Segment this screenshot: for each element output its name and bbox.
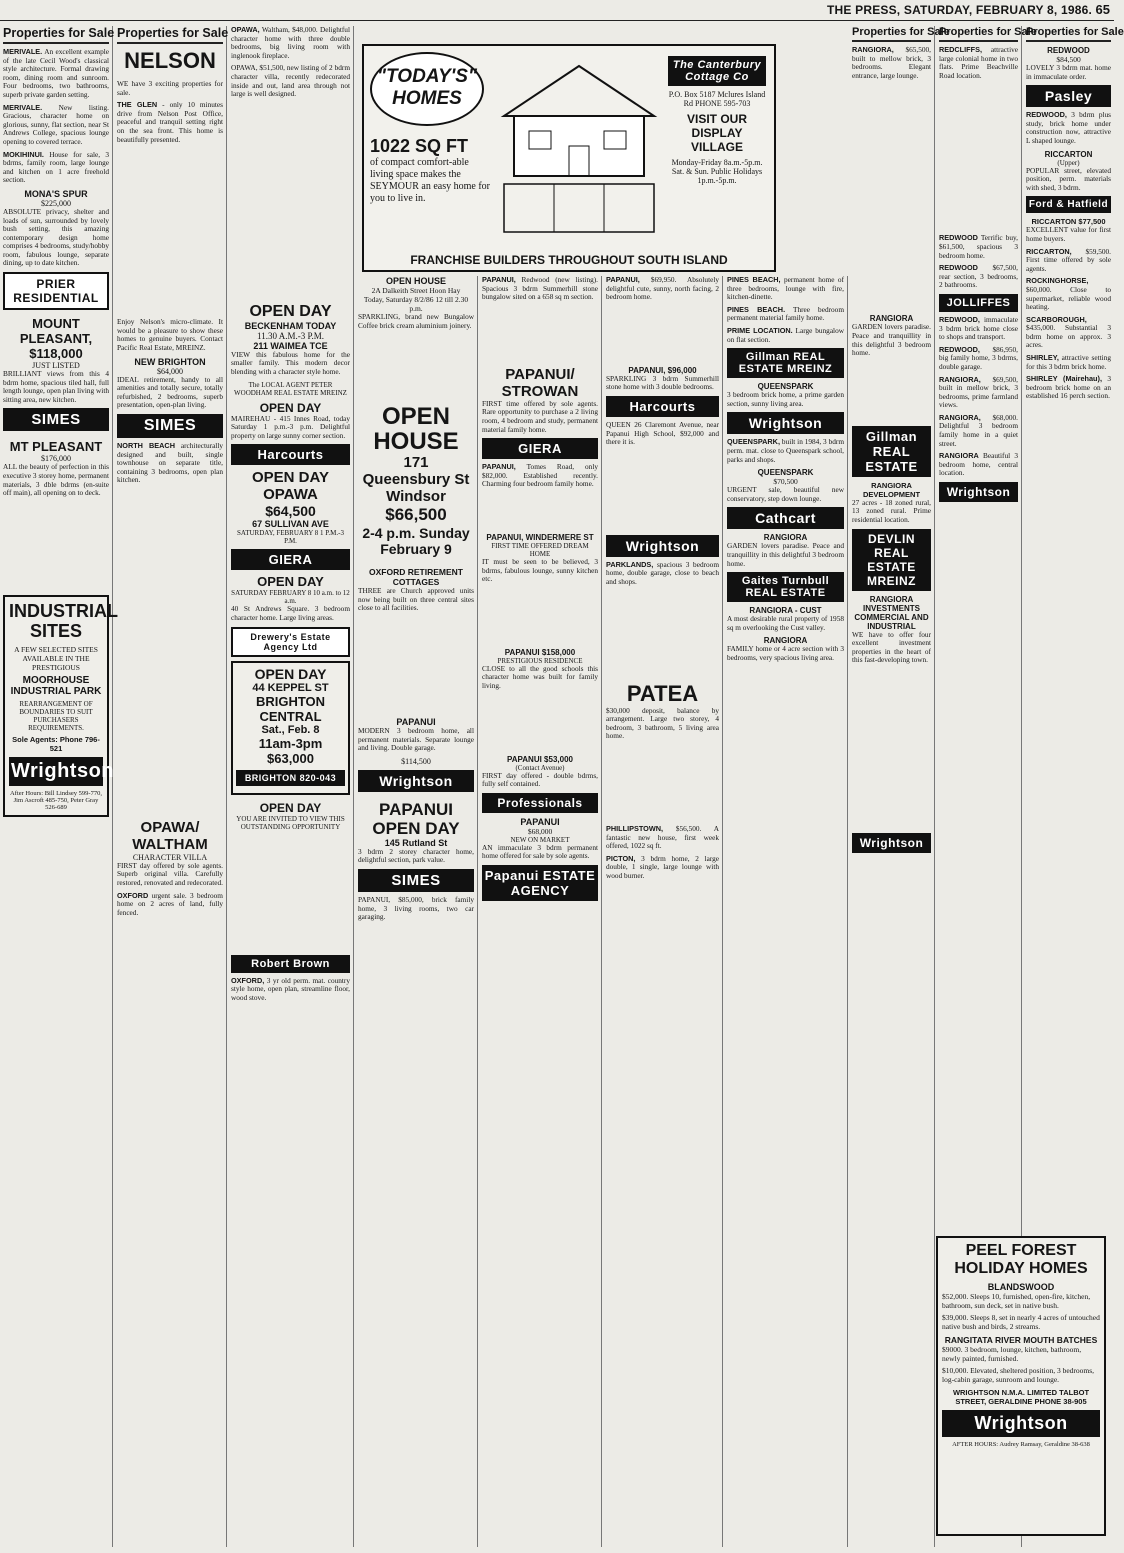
listing: $30,000 deposit, balance by arrangement. Large two storey, 4 bedroom, 3 bathroom, 5 living area home. (606, 705, 719, 741)
industrial-sites-title: INDUSTRIAL SITES (9, 600, 118, 641)
listing: GARDEN lovers paradise. Peace and tranquillity in this delightful 3 bedroom home. (727, 541, 844, 568)
text-filler (482, 493, 598, 533)
listing-heading: RANGIORA - CUST (749, 606, 822, 616)
canterbury-cottage-banner (362, 44, 776, 272)
text-filler (606, 306, 719, 366)
listing: GARDEN lovers paradise. Peace and tranquillity in this delightful 3 bedroom home. (852, 322, 931, 358)
agent-logo-wrightson: Wrightson (9, 757, 103, 786)
section-title: Properties for Sale (939, 26, 1018, 42)
listing: THE GLEN - only 10 minutes drive from Nelson Post Office, peaceful and tranquil setting right on the sea front. This home is beautifully presented. (117, 100, 223, 144)
peel-forest-subtitle: BLANDSWOOD (987, 1282, 1055, 1292)
banner-hours: Monday-Friday 8a.m.-5p.m. Sat. & Sun. Public Holidays 1p.m.-5p.m. (671, 158, 763, 185)
open-day-heading: OPEN DAY (254, 665, 327, 682)
listing-heading: RANGIORA INVESTMENTS COMMERCIAL AND INDUSTRIAL (854, 594, 929, 631)
listing: SPARKLING 3 bdrm Summerhill stone home with 3 double bedrooms. (606, 373, 719, 392)
agent-name: The LOCAL AGENT PETER WOODHAM REAL ESTATE MREINZ (234, 380, 347, 397)
listing-subtitle: JUST LISTED (32, 361, 80, 371)
text-filler (482, 588, 598, 648)
agent-logo-wrightson: Wrightson (727, 412, 844, 434)
listing: 27 acres - 18 zoned rural, 13 zoned rural. Prime residential location. (852, 497, 931, 524)
listing-subtitle: PRESTIGIOUS RESIDENCE (497, 656, 583, 665)
peel-forest-title: PEEL FOREST HOLIDAY HOMES (954, 1242, 1088, 1277)
listing: REDWOOD $67,500, rear section, 3 bedrooms, 2 bathrooms. (939, 263, 1018, 290)
listing-price: $70,500 (773, 477, 798, 487)
agent-logo-simes: SIMES (358, 869, 474, 892)
open-day-address: 145 Rutland St (384, 837, 448, 848)
banner-text: of compact comfort-able living space makes the SEYMOUR an easy home for you to live in. (370, 157, 490, 204)
listing-heading: PAPANUI $158,000 (504, 647, 576, 657)
peel-forest-subtitle: RANGITATA RIVER MOUTH BATCHES (944, 1335, 1098, 1345)
listing: CLOSE to all the good schools this character home was built for family living. (482, 663, 598, 690)
listing: VIEW this fabulous home for the smaller family. This modern decor blending with a character style home. (231, 349, 350, 376)
peel-forest-ad (936, 1236, 1106, 1536)
agent-logo-drewerys: Drewery's Estate Agency Ltd (231, 627, 350, 657)
listing: ABSOLUTE privacy, shelter and loads of sun, surrounded by lovely bush setting, this amazing contemporary design home comprises 4 bedrooms, study/hobby room, fabulous lounge, separate dining, up to date kitchen. (3, 206, 109, 268)
listing-heading: PATEA (626, 680, 699, 706)
peel-forest-text: $10,000. Elevated, sheltered position, 3 bedrooms, log-cabin garage, sunroom and lounge. (942, 1366, 1095, 1384)
listing-heading: NEW BRIGHTON (134, 356, 206, 367)
listing-price: $114,500 (401, 756, 431, 766)
listing: OXFORD urgent sale. 3 bedroom home on 2 acres of land, fully fenced. (117, 890, 223, 917)
listing-subtitle: CHARACTER VILLA (132, 852, 208, 862)
listing-heading: PAPANUI, $96,000 (628, 365, 697, 375)
listing: RICCARTON, $59,500. First time offered by sole agents. (1026, 246, 1111, 273)
peel-forest-text: $9000. 3 bedroom, lounge, kitchen, bathroom, newly painted, furnished. (942, 1345, 1082, 1363)
listing: REDWOOD Terrific buy, $61,500, spacious 3 bedroom home. (939, 233, 1018, 260)
text-filler (3, 502, 109, 592)
agent-logo-wrightson: Wrightson (852, 833, 931, 853)
agent-logo-cathcart: Cathcart (727, 507, 844, 529)
listing: EXCELLENT value for first home buyers. (1026, 225, 1111, 243)
open-house-heading: OPEN HOUSE (385, 276, 446, 286)
agent-logo-pasley: Pasley (1026, 85, 1111, 107)
listing-heading: PAPANUI (396, 716, 436, 727)
column-2 (114, 26, 227, 1547)
listing: RANGIORA Beautiful 3 bedroom home, central location. (939, 451, 1018, 478)
listing: OXFORD, 3 yr old perm. mat. country style home, open plan, streamline floor, wood stove. (231, 975, 351, 1002)
listing: Enjoy Nelson's micro-climate. It would be a pleasure to show these homes to genuine buyers. Contact Pacific Real Estate, MREINZ. (117, 317, 223, 352)
listing: FIRST day offered - double bdrms, fully self contained. (482, 770, 598, 789)
agent-logo-wrightson: Wrightson (939, 482, 1018, 502)
listing-heading: QUEENSPARK (757, 382, 814, 392)
open-house-date: February 9 (380, 541, 452, 558)
after-hours-contacts: After Hours: Bill Lindsey 599-770, Jim Ascroft 485-750, Peter Gray 526-689 (10, 789, 102, 811)
listing: PINES BEACH, permanent home of three bedrooms, lounge with fire, kitchen-dinette. (727, 275, 844, 302)
section-title: Properties for Sale (852, 26, 931, 42)
section-title: Properties for Sale (1026, 26, 1111, 42)
listing-heading: RANGIORA (763, 533, 808, 543)
listing-price: $84,500 (1056, 55, 1081, 64)
listing-heading: MOUNT PLEASANT, $118,000 (19, 316, 93, 362)
open-day-heading: OPEN DAY (259, 800, 322, 815)
listing: RANGIORA, $65,500, built to mellow brick, 3 bedrooms. Elegant entrance, large lounge. (852, 45, 931, 80)
brighton-open-day-ad (231, 661, 350, 795)
listing-heading: RANGIORA (869, 314, 914, 324)
listing: PAPANUI, $69,950. Absolutely delightful cute, sunny, north facing, 2 bedroom home. (606, 275, 720, 302)
open-day-heading: OPEN DAY OPAWA (252, 469, 329, 504)
listing: PHILLIPSTOWN, $56,500. A fantastic new house, first week offered, 1022 sq ft. (606, 823, 719, 851)
listing: OPAWA, $51,500, new listing of 2 bdrm character villa, recently redecorated inside and out, land area through not large is well designed. (231, 63, 350, 99)
listing-heading: REDWOOD (1047, 46, 1090, 55)
listing: MERIVALE. An excellent example of the late Cecil Wood's classical style architecture. Formal drawing room, dining room and sunroom. Four bedrooms, two bathrooms, superb private garden setting. (3, 47, 110, 99)
listing-heading: OPAWA/ WALTHAM (132, 818, 208, 853)
listing-heading: PAPANUI, WINDERMERE ST (486, 532, 594, 542)
listing: LOVELY 3 bdrm mat. home in immaculate order. (1026, 63, 1111, 81)
agent-logo-wrightson: Wrightson (358, 770, 474, 792)
banner-headline: "TODAY'S" HOMES (377, 66, 477, 109)
listing: REDWOOD, $86,950, big family home, 3 bdrms, double garage. (939, 344, 1018, 371)
listing: PINES BEACH. Three bedroom permanent material family home. (727, 304, 844, 323)
industrial-sites-line: A FEW SELECTED SITES AVAILABLE IN THE PRESTIGIOUS (14, 644, 98, 672)
peel-forest-agent: WRIGHTSON N.M.A. LIMITED TALBOT STREET, GERALDINE PHONE 38-905 (952, 1388, 1090, 1406)
listing: PICTON, 3 bdrm home, 2 large double, 1 single, large lounge with wood burner. (606, 853, 719, 880)
listing-heading: PAPANUI/ STROWAN (501, 365, 579, 400)
column-5 (479, 276, 602, 1547)
text-filler (358, 334, 474, 404)
agent-logo-harcourts: Harcourts (231, 444, 350, 465)
agent-logo-professionals: Professionals (482, 793, 598, 813)
listing-price: $68,000 (527, 826, 553, 836)
listing-heading: PAPANUI $53,000 (507, 754, 573, 764)
open-day-address: 44 KEPPEL ST (252, 681, 329, 694)
industrial-park-name: MOORHOUSE INDUSTRIAL PARK (10, 674, 102, 697)
listing-subtitle: FIRST TIME OFFERED DREAM HOME (491, 541, 589, 558)
open-day-address: 211 WAIMEA TCE (253, 340, 328, 351)
text-filler (606, 745, 719, 825)
open-day-heading: OPEN DAY (259, 400, 322, 415)
open-day-address: 67 SULLIVAN AVE (252, 519, 329, 530)
listing-heading: RANGIORA DEVELOPMENT (862, 480, 921, 499)
listing: MERIVALE. New listing. Gracious, character home on glorious, sunny, flat section, near St Andrews College, spacious lounge opening to covered terrace. (3, 102, 109, 146)
open-day-price: $63,000 (267, 750, 314, 766)
listing: URGENT sale, beautiful new conservatory, step down lounge. (727, 485, 844, 503)
open-house-heading: OPEN HOUSE (373, 403, 459, 456)
listing: WE have 3 exciting properties for sale. (117, 79, 223, 97)
listing-price: $176,000 (41, 454, 71, 464)
banner-contact: P.O. Box 5187 Mclures Island Rd PHONE 595-703 (668, 90, 766, 108)
banner-size: 1022 SQ FT (370, 136, 469, 156)
listing: REDCLIFFS, attractive large colonial home in two flats. Prime Beachville Road location. (939, 45, 1018, 80)
open-day-time: 11.30 A.M.-3 P.M. (257, 330, 324, 341)
listing: 40 St Andrews Square. 3 bedroom character home. Large living areas. (231, 604, 350, 622)
display-village: VISIT OUR DISPLAY VILLAGE (686, 112, 747, 154)
listing-heading: QUEENSPARK (757, 468, 814, 478)
text-filler (231, 103, 350, 303)
open-day-price: $64,500 (265, 503, 316, 520)
page-number: 65 (1095, 2, 1110, 17)
listing: QUEENSPARK, built in 1984, 3 bdrm perm. mat. close to Queenspark school, parks and shops. (727, 437, 844, 464)
peel-forest-text: $52,000. Sleeps 10, furnished, open-fire, kitchen, bathroom, sun deck, set in native bush. (942, 1292, 1091, 1310)
text-filler (606, 591, 719, 681)
listing: FAMILY home or 4 acre section with 3 bedrooms, very spacious living area. (727, 644, 844, 662)
column-1 (0, 26, 118, 1547)
listing: AN immaculate 3 bdrm permanent home offered for sale by sole agents. (482, 842, 598, 861)
listing: SHIRLEY, attractive setting for this 3 bdrm brick home. (1026, 353, 1111, 371)
listing-subtitle: YOU ARE INVITED TO VIEW THIS OUTSTANDING OPPORTUNITY (236, 814, 345, 831)
open-day-time: 11am-3pm (258, 735, 323, 751)
listing: 3 bdrm 2 storey character home, delightful section, park value. (358, 846, 474, 865)
open-house-time: 2-4 p.m. Sunday (362, 525, 470, 542)
open-day-time: SATURDAY FEBRUARY 8 10 a.m. to 12 a.m. (231, 589, 350, 606)
agent-logo-harcourts: Harcourts (606, 396, 719, 417)
listing: 3 bedroom brick home, a prime garden section, sunny living area. (727, 390, 844, 408)
todays-homes-badge (370, 52, 484, 126)
listing: MODERN 3 bedroom home, all permanent materials. Separate lounge and living. Double garage. (358, 725, 474, 753)
listing-heading: RICCARTON (1044, 149, 1093, 159)
agent-logo-papanui-estate-agency: Papanui ESTATE AGENCY (482, 865, 598, 901)
listing-heading: MONA'S SPUR (24, 188, 88, 199)
open-house-address: 2A Dalkeith Street Hoon Hay (371, 286, 461, 295)
column-6 (603, 276, 723, 1547)
text-filler (358, 617, 474, 717)
open-day-heading: PAPANUI OPEN DAY (372, 799, 460, 838)
text-filler (482, 306, 598, 366)
listing: OPAWA, Waltham, $48,000. Delightful character home with three double bedrooms, big living room with inglenook fireplace. (231, 25, 350, 60)
banner-footer: FRANCHISE BUILDERS THROUGHOUT SOUTH ISLAND (410, 253, 728, 267)
open-day-time: SATURDAY, FEBRUARY 8 1 P.M.-3 P.M. (237, 529, 344, 546)
listing: A most desirable rural property of 1958 sq m overlooking the Cust valley. (727, 614, 844, 632)
listing: MOKIHINUI. House for sale, 3 bdrms, family room, large lounge and kitchen on 1 acre freehold section. (3, 149, 109, 185)
agent-logo-wrightson: Wrightson (606, 535, 719, 557)
agent-logo-gillman: Gillman REAL ESTATE MREINZ (727, 348, 844, 378)
text-filler (117, 489, 223, 819)
agent-logo-devlin: DEVLIN REAL ESTATE MREINZ (852, 529, 931, 591)
listing: QUEEN 26 Claremont Avenue, near Papanui High School, $92,000 and there it is. (606, 419, 719, 447)
listing-subtitle: (Upper) (1057, 158, 1080, 167)
listing-heading: RANGIORA (763, 636, 808, 646)
listing: MAIREHAU - 415 Innes Road, today Saturday 1 p.m.-3 p.m. Delightful property on large sunny corner section. (231, 413, 350, 440)
open-day-heading: OPEN DAY (249, 302, 332, 320)
section-title: Properties for Sale (3, 26, 109, 44)
listing: RANGIORA, $69,500, built in mellow brick, 3 bedrooms, prime farmland views. (939, 374, 1018, 410)
listing: SHIRLEY (Mairehau), 3 bedroom brick home on an established 16 perch section. (1026, 374, 1111, 401)
listing-heading: OXFORD RETIREMENT COTTAGES (369, 567, 463, 588)
open-day-place: BRIGHTON CENTRAL (255, 693, 326, 724)
listing: WE have to offer four excellent investment properties in the heart of this fast-developing town. (852, 629, 931, 665)
masthead: THE PRESS, SATURDAY, FEBRUARY 8, 1986. (826, 3, 1092, 17)
listing: ALL the beauty of perfection in this executive 3 storey home, permanent materials, 3 dble bdrms (en-suite off main), all opening on to deck. (3, 462, 109, 498)
text-filler (482, 695, 598, 755)
text-filler (852, 669, 931, 829)
canterbury-cottage-logo: The Canterbury Cottage Co (668, 56, 766, 86)
listing-heading: NELSON (124, 48, 216, 73)
column-4 (355, 276, 478, 1547)
open-house-address: 171 Queensbury St Windsor (362, 454, 470, 506)
listing: PAPANUI, Tomes Road, only $82,000. Established recently. Charming four bedroom family home. (482, 462, 598, 489)
listing: RANGIORA, $68,000. Delightful 3 bedroom family home in a quiet street. (939, 412, 1018, 448)
text-filler (939, 84, 1018, 234)
listing: ROCKINGHORSE, $60,000. Close to supermarket, reliable wood heating. (1026, 276, 1111, 312)
agent-logo-gaites-turnbull: Gaites Turnbull REAL ESTATE (727, 572, 844, 602)
agent-logo-jolliffes: JOLLIFFES (939, 294, 1018, 312)
listing: REDWOOD, immaculate 3 bdrm brick home close to shops and transport. (939, 314, 1018, 342)
listing-heading: MT PLEASANT (9, 439, 103, 455)
open-day-date: Sat., Feb. 8 (261, 723, 320, 736)
agent-logo-wrightson: Wrightson (942, 1410, 1100, 1437)
listing: IDEAL retirement, handy to all amenities and totally secure, totally refurbished, 2 bedrooms, superb presentation, open-plan living. (117, 374, 223, 410)
listing: PARKLANDS, spacious 3 bedroom home, double garage, close to beach and shops. (606, 559, 719, 586)
sole-agents-phone: Sole Agents: Phone 796-521 (12, 734, 100, 753)
listing: THREE are Church approved units now being built on three central sites close to all facilities. (358, 586, 474, 613)
industrial-sites-ad (3, 595, 118, 817)
listing: BRILLIANT views from this 4 bdrm home, spacious tiled hall, full length lounge, open plan living with sitting area, new kitchen. (3, 369, 109, 404)
after-hours-contacts: AFTER HOURS: Audrey Ramsay, Geraldine 38-638 (952, 1441, 1090, 1448)
listing: SCARBOROUGH, $435,000. Substantial 3 bdrm home on approx. 3 acres. (1026, 314, 1111, 350)
listing: PAPANUI, $85,000, brick family home, 3 living rooms, two car garaging. (358, 894, 474, 922)
listing-subtitle: (Contact Avenue) (515, 763, 565, 772)
agent-logo-giera: GIERA (482, 438, 598, 459)
listing-price: $64,000 (157, 366, 183, 376)
text-filler (852, 84, 931, 314)
listing: PAPANUI, Redwood (new listing). Spacious 3 bdrm Summerhill stone bungalow sited on a 658 sq m section. (482, 275, 598, 302)
text-filler (852, 362, 931, 422)
agent-logo-ford-hatfield: Ford & Hatfield (1026, 196, 1111, 213)
listing: PRIME LOCATION. Large bungalow on flat section. (727, 325, 844, 344)
agent-phone: BRIGHTON 820-043 (236, 770, 345, 786)
listing: SPARKLING, brand new Bungalow Coffee brick cream aluminium joinery. (358, 312, 474, 330)
text-filler (117, 148, 223, 318)
open-day-subtitle: BECKENHAM TODAY (244, 320, 337, 331)
industrial-sites-line: REARRANGEMENT OF BOUNDARIES TO SUIT PURCHASERS REQUIREMENTS. (19, 699, 93, 732)
listing: REDWOOD, 3 bdrm plus study, brick home under construction now, attractive L shaped lounge. (1026, 110, 1111, 145)
agent-logo-prier: PRIER RESIDENTIAL (3, 272, 109, 310)
column-8 (849, 26, 950, 1547)
open-day-heading: OPEN DAY (257, 574, 324, 590)
column-7 (724, 276, 848, 1547)
section-title: Properties for Sale (117, 26, 223, 44)
agent-logo-giera: GIERA (231, 549, 350, 570)
listing: IT must be seen to be believed, 3 bdrms, fabulous lounge, sunny kitchen etc. (482, 556, 598, 584)
listing-price: $225,000 (41, 198, 71, 208)
text-filler (606, 451, 719, 531)
agent-logo-robert-brown: Robert Brown (231, 955, 350, 973)
agent-logo-simes: SIMES (3, 408, 109, 431)
listing-subtitle: NEW ON MARKET (510, 835, 570, 844)
listing: FIRST day offered by sole agents. Superb original villa. Carefully restored, renovated and redecorated. (117, 860, 223, 888)
agent-logo-simes: SIMES (117, 414, 223, 438)
listing: FIRST time offered by sole agents. Rare opportunity to purchase a 2 living room, 4 bedroom and study, permanent material family home. (482, 398, 598, 434)
open-house-time: Today, Saturday 8/2/86 12 till 2.30 p.m. (363, 295, 469, 313)
agent-logo-gillman: Gillman REAL ESTATE (852, 426, 931, 477)
open-house-price: $66,500 (385, 505, 447, 525)
listing: POPULAR street, elevated position, perm. materials with shed, 3 bdrm. (1026, 165, 1111, 192)
listing-heading: PAPANUI (520, 816, 560, 827)
text-filler (231, 831, 350, 951)
column-3 (228, 26, 354, 1547)
listing-heading: RICCARTON $77,500 (1031, 217, 1106, 227)
peel-forest-text: $39,000. Sleeps 8, set in nearly 4 acres of untouched native bush and birds, 2 streams. (942, 1313, 1100, 1331)
floor-plan-drawing (494, 56, 664, 236)
listing: NORTH BEACH architecturally designed and built, single townhouse on separate title, containing 3 bedrooms, open plan kitchen. (117, 440, 224, 485)
